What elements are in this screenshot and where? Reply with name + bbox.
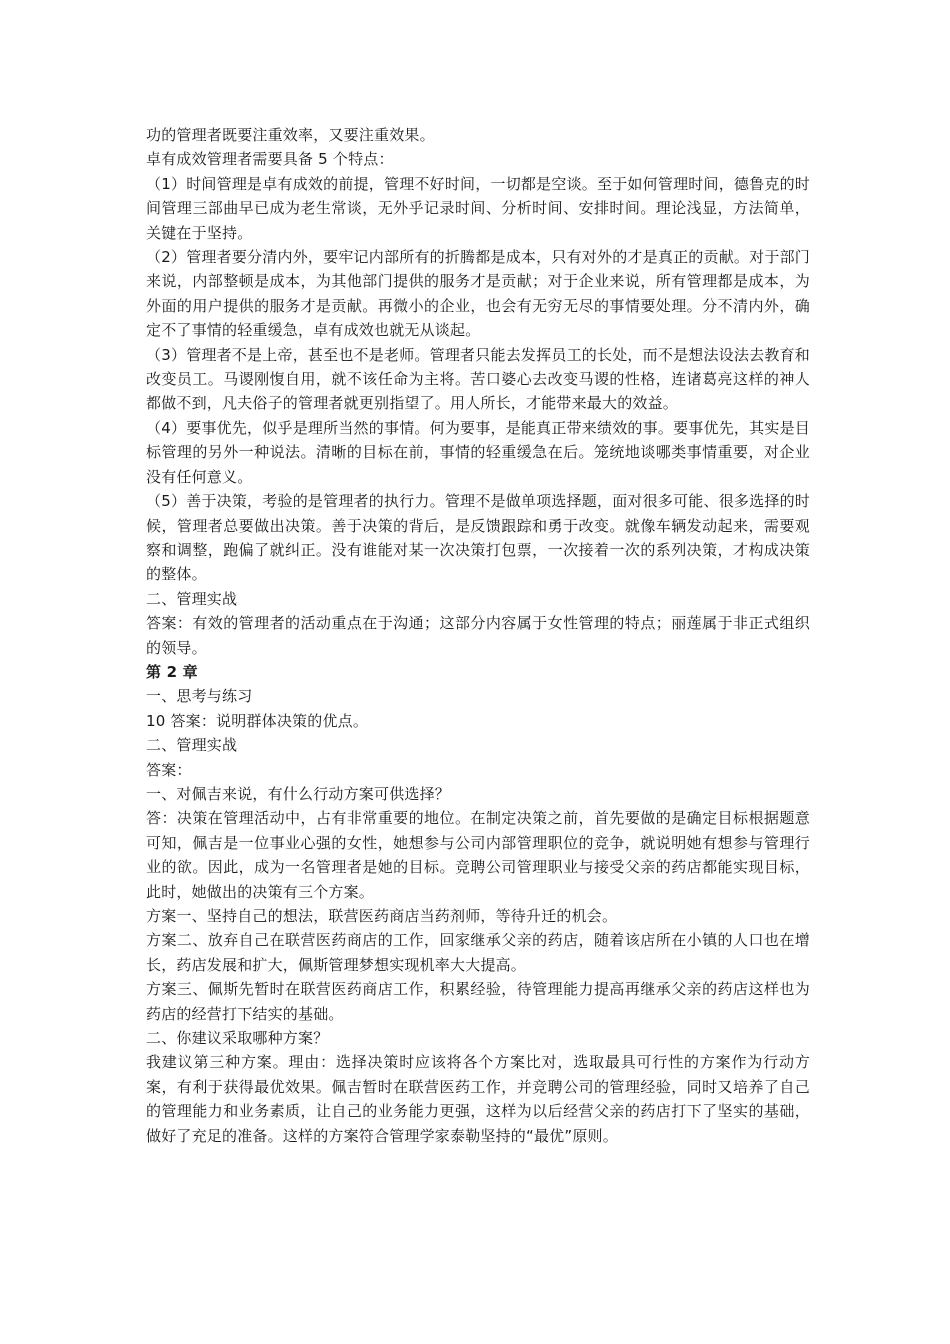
paragraph: （1）时间管理是卓有成效的前提，管理不好时间，一切都是空谈。至于如何管理时间，德鲁克的时间管理三部曲早已成为老生常谈，无外乎记录时间、分析时间、安排时间。理论浅显，方法简单，关键在于坚持。 bbox=[146, 174, 810, 242]
paragraph: 答案： bbox=[146, 760, 192, 779]
question: 二、你建议采取哪种方案？ bbox=[146, 1029, 329, 1048]
section-heading: 一、思考与练习 bbox=[146, 687, 253, 706]
paragraph: 方案一、坚持自己的想法，联营医药商店当药剂师，等待升迁的机会。 bbox=[146, 907, 618, 925]
paragraph: （2）管理者要分清内外，要牢记内部所有的折腾都是成本，只有对外的才是真正的贡献。对于部门来说，内部整顿是成本，为其他部门提供的服务才是贡献；对于企业来说，所有管理都是成本，为外面的用户提供的服务才是贡献。再微小的企业，也会有无穷无尽的事情要处理。分不清内外，确定不了事情的轻重缓急，卓有成效也就无从谈起。 bbox=[146, 248, 810, 340]
paragraph: 10 答案：说明群体决策的优点。 bbox=[146, 711, 369, 730]
paragraph: （3）管理者不是上帝，甚至也不是老师。管理者只能去发挥员工的长处，而不是想法设法去教育和改变员工。马谡刚愎自用，就不该任命为主将。苦口婆心去改变马谡的性格，连诸葛亮这样的神人都做不到，凡夫俗子的管理者就更别指望了。用人所长，才能带来最大的效益。 bbox=[146, 345, 810, 413]
paragraph: 答案：有效的管理者的活动重点在于沟通；这部分内容属于女性管理的特点；丽莲属于非正式组织的领导。 bbox=[146, 614, 810, 657]
document-page bbox=[146, 123, 810, 1148]
chapter-heading: 第 2 章 bbox=[146, 662, 198, 681]
section-heading: 二、管理实战 bbox=[146, 736, 238, 755]
paragraph: （4）要事优先，似乎是理所当然的事情。何为要事，是能真正带来绩效的事。要事优先，其实是目标管理的另外一种说法。清晰的目标在前，事情的轻重缓急在后。笼统地谈哪类事情重要，对企业没有任何意义。 bbox=[146, 418, 810, 486]
paragraph: 方案三、佩斯先暂时在联营医药商店工作，积累经验，待管理能力提高再继承父亲的药店这样也为药店的经营打下结实的基础。 bbox=[146, 980, 810, 1023]
section-heading: 二、管理实战 bbox=[146, 589, 238, 608]
paragraph: 卓有成效管理者需要具备 5 个特点： bbox=[146, 150, 394, 169]
paragraph: 答：决策在管理活动中，占有非常重要的地位。在制定决策之前，首先要做的是确定目标根据题意可知，佩吉是一位事业心强的女性，她想参与公司内部管理职位的竞争，就说明她有想参与管理行业的欲。因此，成为一名管理者是她的目标。竞聘公司管理职业与接受父亲的药店都能实现目标，此时，她做出的决策有三个方案。 bbox=[146, 809, 810, 901]
paragraph: 我建议第三种方案。理由：选择决策时应该将各个方案比对，选取最具可行性的方案作为行动方案，有利于获得最优效果。佩吉暂时在联营医药工作，并竞聘公司的管理经验，同时又培养了自己的管理能力和业务素质，让自己的业务能力更强，这样为以后经营父亲的药店打下了坚实的基础，做好了充足的准备。这样的方案符合管理学家泰勒坚持的“最优”原则。 bbox=[146, 1053, 810, 1145]
paragraph: （5）善于决策，考验的是管理者的执行力。管理不是做单项选择题，面对很多可能、很多选择的时候，管理者总要做出决策。善于决策的背后，是反馈跟踪和勇于改变。就像车辆发动起来，需要观察和调整，跑偏了就纠正。没有谁能对某一次决策打包票，一次接着一次的系列决策，才构成决策的整体。 bbox=[146, 492, 810, 584]
question: 一、对佩吉来说，有什么行动方案可供选择？ bbox=[146, 784, 451, 803]
paragraph: 方案二、放弃自己在联营医药商店的工作，回家继承父亲的药店，随着该店所在小镇的人口也在增长，药店发展和扩大，佩斯管理梦想实现机率大大提高。 bbox=[146, 931, 810, 974]
paragraph: 功的管理者既要注重效率，又要注重效果。 bbox=[146, 126, 435, 144]
